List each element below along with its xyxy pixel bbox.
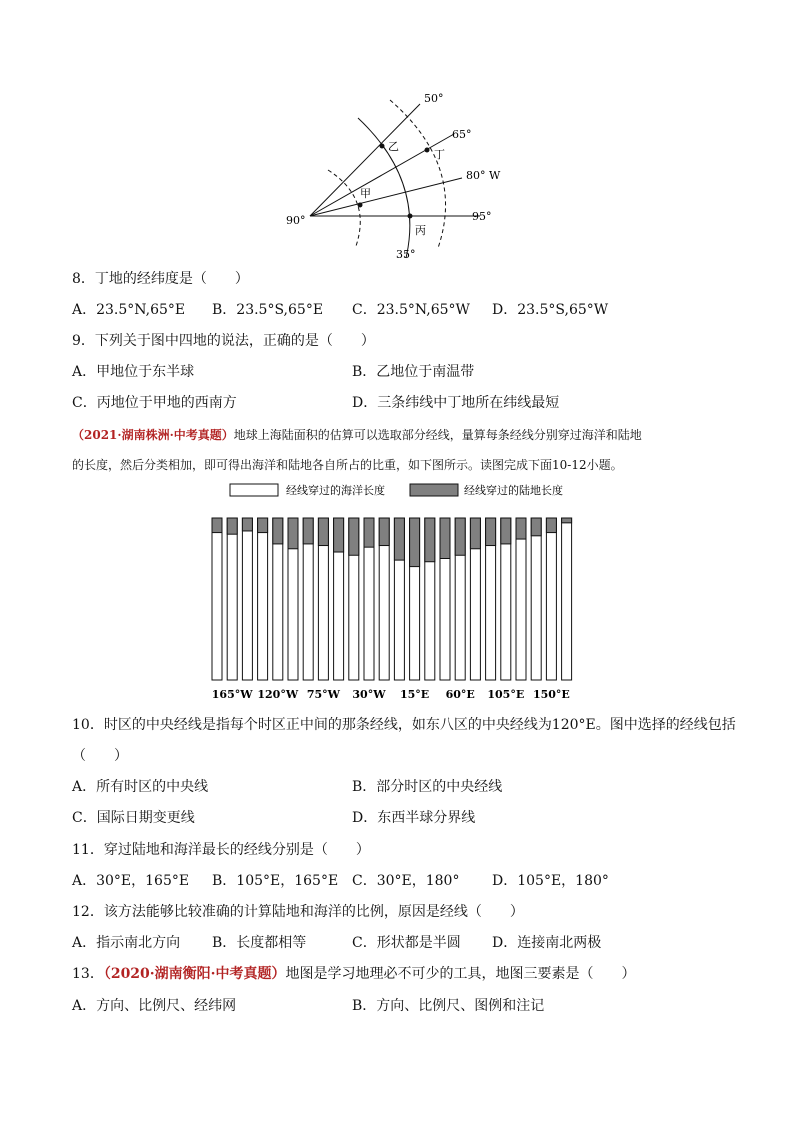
- intro-line-2: 的长度，然后分类相加，即可得出海洋和陆地各自所占的比重，如下图所示。读图完成下面10-12小题。: [72, 458, 623, 472]
- q11-option-a: A．30°E，165°E: [72, 873, 190, 889]
- bar-ocean-22: [546, 518, 556, 680]
- q13-stem-line: [72, 965, 636, 983]
- tick-label-5: 60°E: [445, 688, 475, 701]
- tick-label-7: 150°E: [532, 688, 570, 701]
- legend-ocean-swatch: [230, 484, 278, 496]
- q12-option-b: B．长度都相等: [212, 935, 307, 951]
- q11-option-d: D．105°E，180°: [492, 873, 609, 889]
- bar-ocean-3: [258, 518, 268, 680]
- point-jia: [358, 203, 363, 208]
- label-95: 95°: [472, 210, 492, 223]
- q12-option-c: C．形状都是半圆: [352, 935, 461, 951]
- point-bing: [408, 214, 413, 219]
- bar-land-0: [212, 518, 222, 533]
- label-35: 35°: [396, 248, 416, 261]
- legend-land-swatch: [410, 484, 458, 496]
- bar-land-4: [273, 518, 283, 544]
- q13-number: 13．: [72, 966, 104, 982]
- label-90: 90°: [286, 214, 306, 227]
- bar-ocean-20: [516, 518, 526, 680]
- bar-ocean-21: [531, 518, 541, 680]
- q8-option-b: B．23.5°S,65°E: [212, 302, 324, 318]
- intro-line-1: [72, 426, 642, 444]
- bar-land-9: [349, 518, 359, 555]
- point-ding: [425, 148, 430, 153]
- bar-land-21: [531, 518, 541, 536]
- q10-option-a: A．所有时区的中央线: [72, 779, 209, 795]
- bar-land-16: [455, 518, 465, 555]
- q8-option-d: D．23.5°S,65°W: [492, 302, 609, 318]
- bar-land-20: [516, 518, 526, 539]
- bar-land-5: [288, 518, 298, 549]
- label-bing: 丙: [415, 224, 426, 237]
- bar-land-11: [379, 518, 389, 546]
- q11-option-b: B．105°E，165°E: [212, 873, 339, 889]
- legend-ocean-label: 经线穿过的海洋长度: [286, 484, 385, 497]
- q10-stem: 10．时区的中央经线是指每个时区正中间的那条经线，如东八区的中央经线为120°E。图中选择的经线包括: [72, 717, 736, 733]
- bar-land-14: [425, 518, 435, 562]
- bar-land-8: [334, 518, 344, 552]
- bar-land-1: [227, 518, 237, 534]
- bar-ocean-1: [227, 518, 237, 680]
- tick-label-6: 105°E: [487, 688, 525, 701]
- label-65: 65°: [452, 128, 472, 141]
- label-yi: 乙: [388, 140, 399, 153]
- q11-stem: 11．穿过陆地和海洋最长的经线分别是（ ）: [72, 842, 370, 858]
- tick-label-0: 165°W: [211, 688, 253, 701]
- bar-ocean-0: [212, 518, 222, 680]
- bar-land-18: [486, 518, 496, 546]
- line-80w: [310, 178, 462, 216]
- q8-option-c: C．23.5°N,65°W: [352, 302, 470, 318]
- bar-land-2: [242, 518, 252, 531]
- bar-ocean-23: [562, 518, 572, 680]
- q9-option-a: A．甲地位于东半球: [72, 364, 195, 380]
- bar-land-12: [394, 518, 404, 560]
- bar-land-23: [562, 518, 572, 523]
- q11-option-c: C．30°E，180°: [352, 873, 460, 889]
- meridian-bar-chart: [200, 478, 600, 704]
- label-jia: 甲: [360, 187, 371, 200]
- q10-paren: （ ）: [72, 748, 128, 764]
- q12-option-a: A．指示南北方向: [72, 935, 181, 951]
- bar-land-3: [258, 518, 268, 533]
- bar-land-6: [303, 518, 313, 544]
- q10-option-b: B．部分时区的中央经线: [352, 779, 503, 795]
- point-yi: [380, 144, 385, 149]
- q10-option-d: D．东西半球分界线: [352, 810, 476, 826]
- q9-option-d: D．三条纬线中丁地所在纬线最短: [352, 395, 560, 411]
- q9-stem: 9．下列关于图中四地的说法，正确的是（ ）: [72, 333, 375, 349]
- latlong-diagram: [270, 88, 530, 268]
- q13-option-b: B．方向、比例尺、图例和注记: [352, 998, 545, 1014]
- bar-land-10: [364, 518, 374, 547]
- q10-option-c: C．国际日期变更线: [72, 810, 195, 826]
- label-ding: 丁: [434, 148, 445, 161]
- q8-stem: 8．丁地的经纬度是（ ）: [72, 271, 249, 287]
- legend-land-label: 经线穿过的陆地长度: [464, 484, 563, 497]
- bar-land-13: [410, 518, 420, 567]
- bar-land-7: [318, 518, 328, 546]
- bar-land-15: [440, 518, 450, 559]
- label-50: 50°: [424, 92, 444, 105]
- intro-source: （2021·湖南株洲·中考真题）: [72, 428, 234, 442]
- tick-label-3: 30°W: [352, 688, 386, 701]
- intro-text-1: 地球上海陆面积的估算可以选取部分经线，量算每条经线分别穿过海洋和陆地: [233, 428, 642, 442]
- q12-option-d: D．连接南北两极: [492, 935, 602, 951]
- q12-stem: 12．该方法能够比较准确的计算陆地和海洋的比例，原因是经线（ ）: [72, 904, 524, 920]
- label-80w: 80° W: [466, 169, 501, 182]
- tick-label-4: 15°E: [399, 688, 430, 701]
- q9-option-c: C．丙地位于甲地的西南方: [72, 395, 237, 411]
- q13-option-a: A．方向、比例尺、经纬网: [72, 998, 237, 1014]
- bar-land-17: [470, 518, 480, 549]
- bar-land-19: [501, 518, 511, 544]
- tick-label-1: 120°W: [257, 688, 299, 701]
- tick-label-2: 75°W: [306, 688, 340, 701]
- bar-ocean-2: [242, 518, 252, 680]
- q8-option-a: A．23.5°N,65°E: [72, 302, 186, 318]
- bar-land-22: [546, 518, 556, 533]
- q9-option-b: B．乙地位于南温带: [352, 364, 475, 380]
- q13-source: （2020·湖南衡阳·中考真题）: [103, 966, 286, 982]
- q13-stem: 地图是学习地理必不可少的工具，地图三要素是（ ）: [285, 966, 636, 982]
